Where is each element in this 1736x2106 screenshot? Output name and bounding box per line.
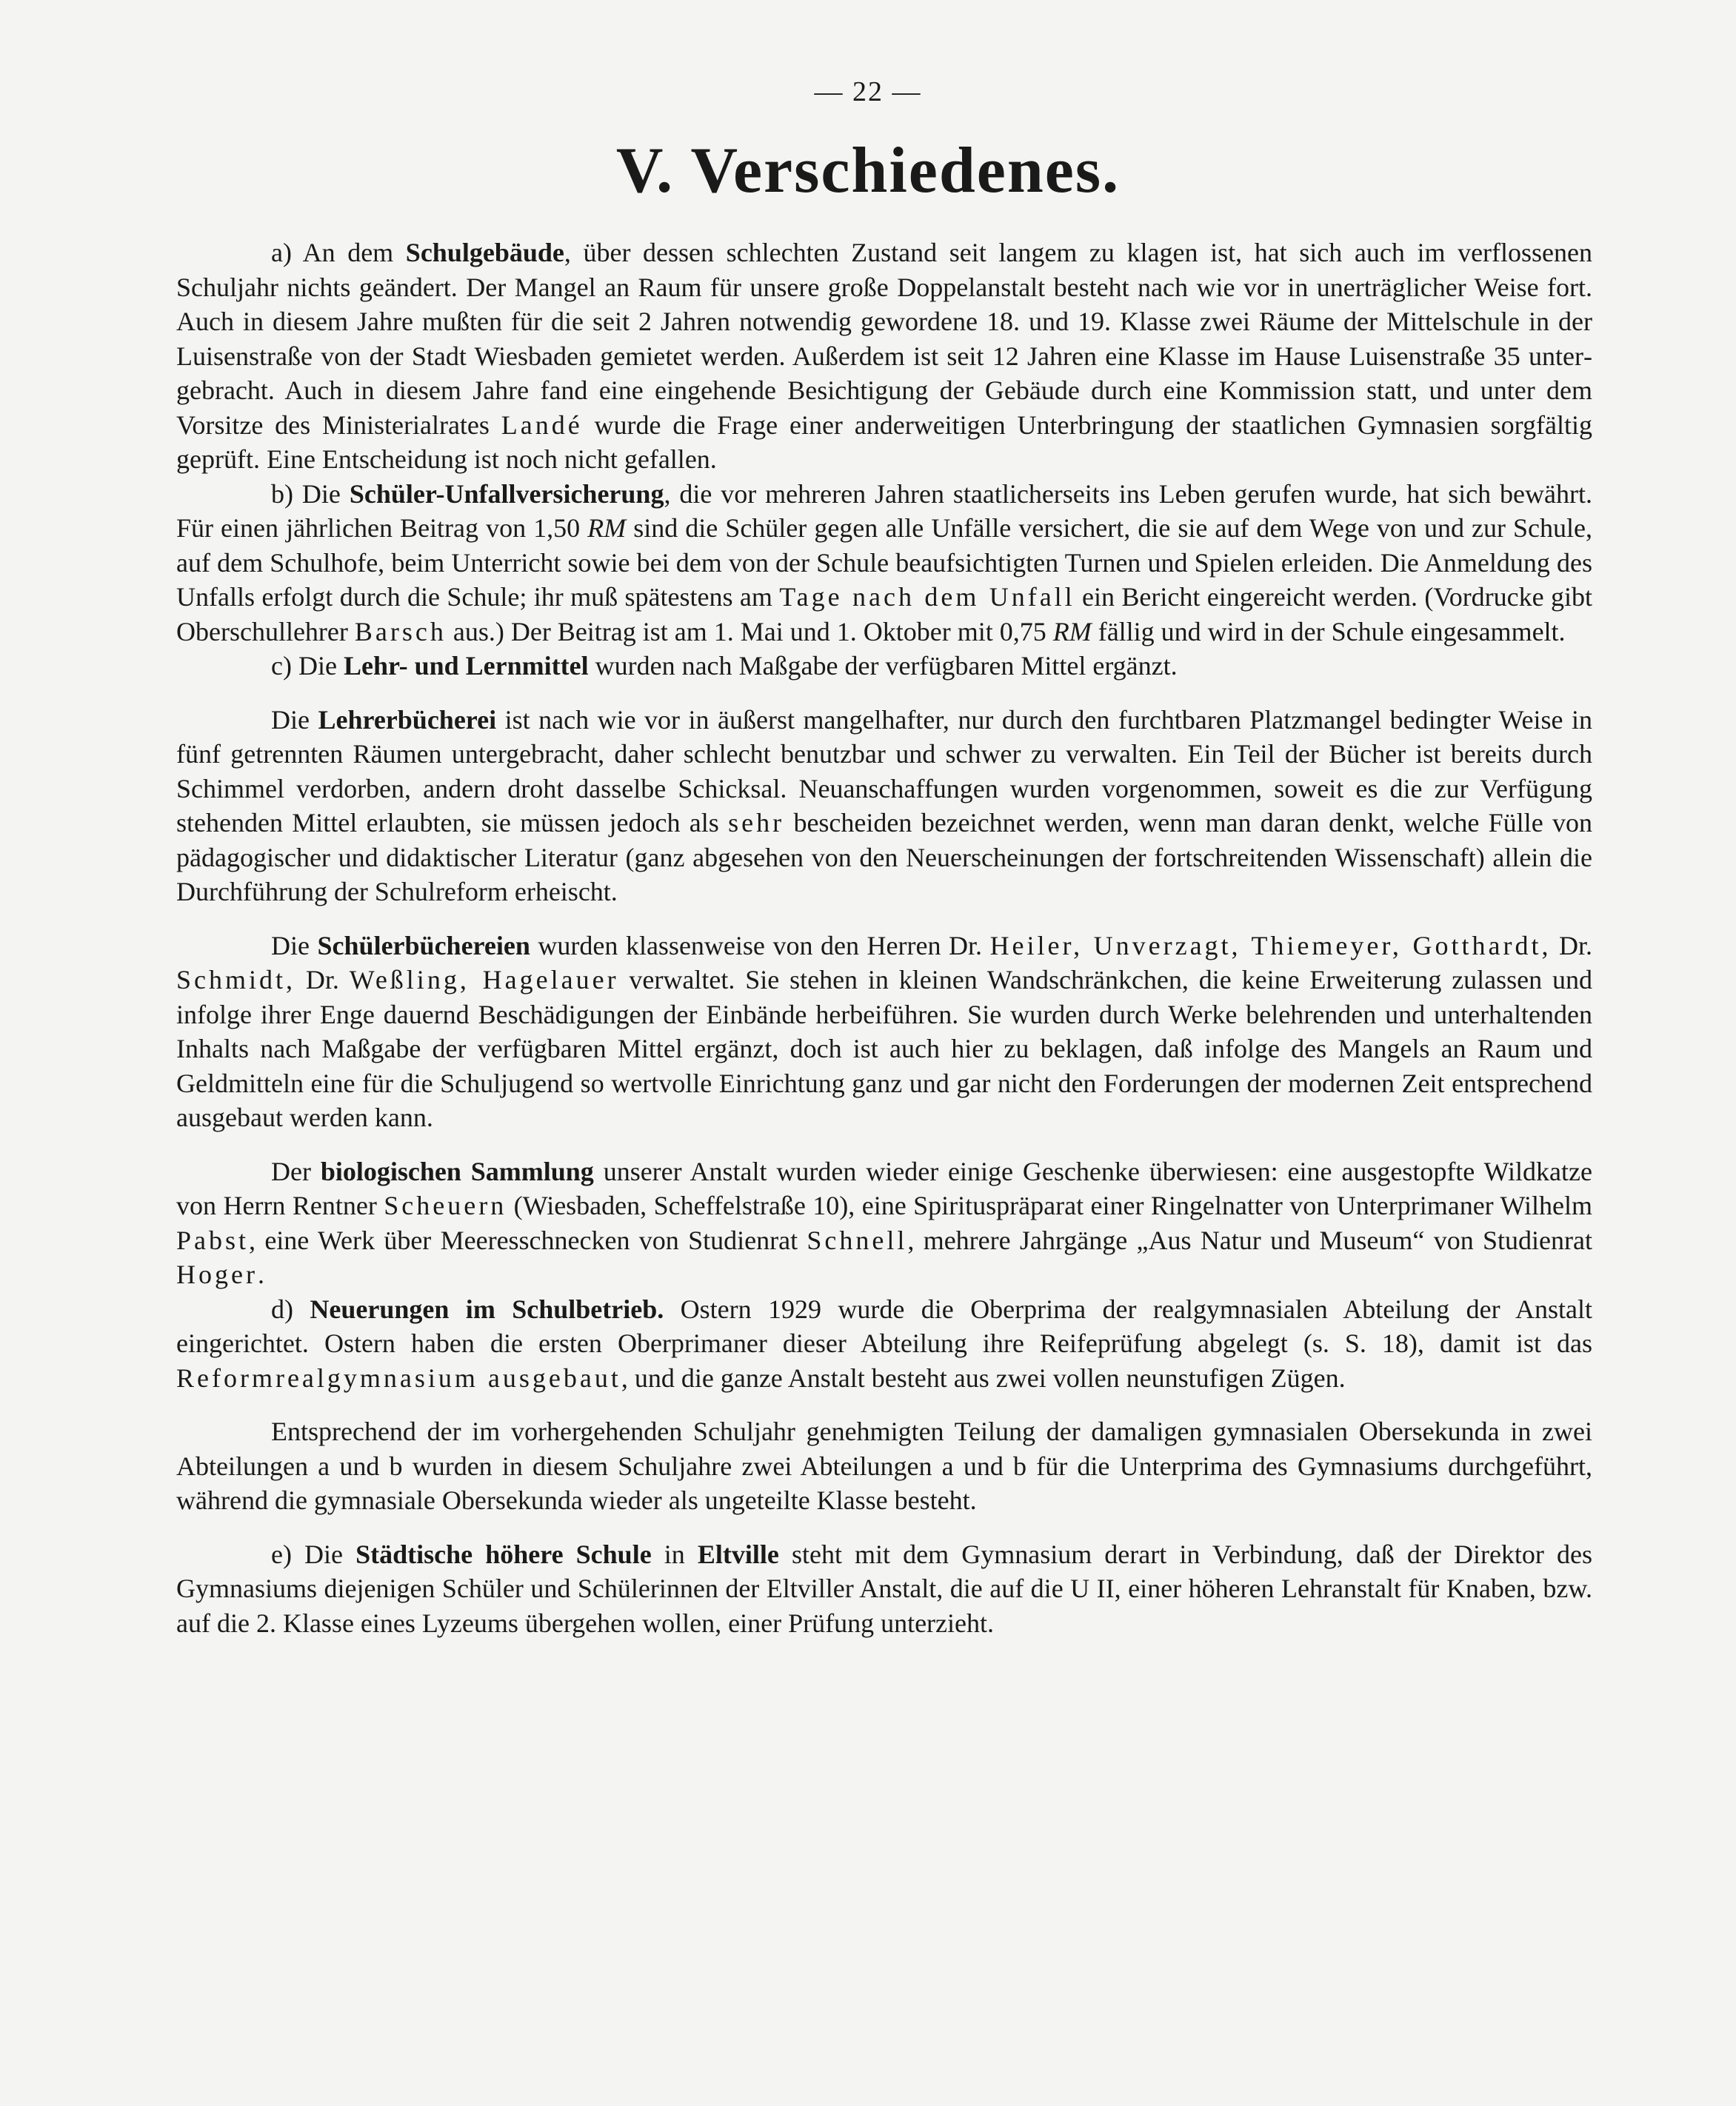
body-text: , und die ganze Anstalt besteht aus zwei vollen neunstufigen Zügen. (621, 1363, 1346, 1393)
body-text: , eine Werk über Meeresschnecken von Studienrat (249, 1225, 807, 1255)
paragraph-d2 (176, 1414, 1592, 1518)
emphasis-text: Barsch (354, 616, 447, 646)
body-text: , die vor mehreren Jahren staatlicherseits ins Leben gerufen wurde, hat sich bewährt. Für einen jährlichen Beitrag von 1,50 (176, 478, 1592, 543)
emphasis-text: biologischen Sammlung (320, 1156, 594, 1186)
emphasis-text: Schnell (807, 1225, 908, 1255)
emphasis-text: sehr (728, 808, 785, 838)
emphasis-text: RM (1052, 616, 1092, 646)
paragraph-e (176, 1537, 1592, 1641)
paragraph-b (176, 477, 1592, 649)
body-text: Dr. (296, 965, 350, 994)
document-body (176, 235, 1592, 1640)
body-text: d) (271, 1294, 310, 1324)
body-text: sind die Schüler gegen alle Unfälle versichert, die sie auf dem Wege von und zur Schule, auf dem Schulhofe, beim Unterricht sowie bei dem von der Schule beaufsichtigten Turnen und Spielen erleiden. Die Anmeldung des Unfalls erfolgt durch die Schule; ihr muß spätestens am (176, 513, 1592, 612)
paragraph-c (176, 649, 1592, 683)
body-text: fällig und wird in der Schule eingesammelt. (1091, 616, 1566, 646)
emphasis-text: Schüler-Unfallversicherung (349, 478, 664, 509)
emphasis-text: Eltville (697, 1539, 779, 1569)
body-text: wurde die Frage einer anderweitigen Unterbringung der staatlichen Gymnasien sorgfältig geprüft. Eine Entscheidung ist noch nicht gefallen. (176, 410, 1592, 474)
body-text: a) An dem (271, 238, 406, 267)
paragraph-a (176, 235, 1592, 477)
emphasis-text: Schulgebäude (405, 238, 564, 267)
body-text: , mehrere Jahrgänge „Aus Natur und Museum“ von Studienrat (907, 1225, 1592, 1255)
paragraph-c4 (176, 1154, 1592, 1292)
emphasis-text: Landé (501, 410, 583, 440)
body-text: Die (271, 704, 318, 735)
emphasis-text: Tage nach dem Unfall (779, 582, 1075, 612)
body-text: wurden klassenweise von den Herren Dr. (530, 930, 990, 960)
body-text: . (257, 1260, 264, 1289)
emphasis-text: Neuerungen im Schulbetrieb. (310, 1294, 664, 1324)
body-text: b) Die (271, 478, 350, 509)
body-text: (Wiesbaden, Scheffelstraße 10), eine Spirituspräparat einer Ringelnatter von Unterprimaner Wilhelm (507, 1191, 1592, 1220)
body-text: in (651, 1539, 698, 1569)
emphasis-text: Lehr- und Lernmittel (343, 651, 589, 681)
body-text: e) Die (271, 1539, 356, 1569)
body-text: unserer Anstalt wurden wieder einige Geschenke überwiesen: eine ausgestopfte Wildkatze von Herrn Rentner (176, 1156, 1592, 1220)
emphasis-text: Reformrealgymnasium ausgebaut (176, 1363, 621, 1393)
emphasis-text: Weßling, Hagelauer (349, 965, 619, 994)
body-text: c) Die (271, 651, 344, 681)
body-text: ein Bericht eingereicht werden. (Vordrucke gibt Oberschullehrer (176, 582, 1593, 646)
body-text: wurden nach Maßgabe der verfügbaren Mittel ergänzt. (588, 651, 1178, 681)
emphasis-text: Scheuern (384, 1191, 507, 1220)
body-text: , über dessen schlechten Zustand seit langem zu klagen ist, hat sich auch im verflossenen Schuljahr nichts geändert. Der Mangel an Raum für unsere große Doppelanstalt besteht nach wie vor in unerträglicher Weise fort. Auch in diesem Jahre mußten für die seit 2 Jahren notwendig gewordene 18. und 19. Klasse zwei Räume der Mittelschule in der Luisenstraße von der Stadt Wiesbaden gemietet werden. Außerdem ist seit 12 Jahren eine Klasse im Hause Luisenstraße 35 untergebracht. Auch in diesem Jahre fand eine eingehende Besichtigung der Gebäude durch eine Kommission statt, und unter dem Vorsitze des Ministerialrates (176, 238, 1593, 440)
paragraph-c3 (176, 929, 1592, 1135)
body-text: ist nach wie vor in äußerst mangelhafter, nur durch den furchtbaren Platzmangel bedingter Weise in fünf getrennten Räumen untergebracht, daher schlecht benutzbar und schwer zu verwalten. Ein Teil der Bücher ist bereits durch Schimmel verdorben, andern droht dasselbe Schicksal. Neuanschaffungen wurden vorgenommen, soweit es die zur Verfügung stehenden Mittel erlaubten, sie müssen jedoch als (176, 704, 1593, 838)
body-text: bescheiden bezeichnet werden, wenn man daran denkt, welche Fülle von pädagogischer und didaktischer Literatur (ganz abgesehen von den Neuerscheinungen der fortschreitenden Wissenschaft) allein die Durchführung der Schulreform erheischt. (176, 808, 1592, 906)
body-text: Dr. (1551, 930, 1593, 960)
emphasis-text: Pabst (176, 1225, 250, 1255)
emphasis-text: Städtische höhere Schule (355, 1539, 652, 1569)
emphasis-text: Schülerbüchereien (317, 930, 530, 960)
body-text: aus.) Der Beitrag ist am 1. Mai und 1. Oktober mit 0,75 (446, 616, 1053, 646)
emphasis-text: Lehrerbücherei (318, 704, 497, 735)
paragraph-c2 (176, 703, 1592, 909)
body-text: verwaltet. Sie stehen in kleinen Wandschränkchen, die keine Erweiterung zulassen und infolge ihrer Enge dauernd Beschädigungen der Einbände herbeiführen. Sie wurden durch Werke belehrenden und unterhaltenden Inhalts nach Maßgabe der verfügbaren Mittel ergänzt, doch ist auch hier zu beklagen, daß infolge des Mangels an Raum und Geldmitteln eine für die Schuljugend so wertvolle Einrichtung ganz und gar nicht den Forderungen der modernen Zeit entsprechend ausgebaut werden kann. (176, 965, 1593, 1132)
body-text: Die (271, 930, 318, 960)
paragraph-d (176, 1292, 1592, 1396)
body-text: Der (271, 1156, 321, 1186)
section-title: V. Verschiedenes. (615, 135, 1121, 207)
emphasis-text: Hoger (176, 1260, 258, 1289)
body-text: Entsprechend der im vorhergehenden Schuljahr genehmigten Teilung der damaligen gymnasialen Obersekunda in zwei Abteilungen a und b wurden in diesem Schuljahre zwei Abteilungen a und b für die Unterprima des Gymnasiums durchgeführt, während die gymnasiale Obersekunda wieder als ungeteilte Klasse besteht. (176, 1417, 1592, 1515)
emphasis-text: RM (587, 513, 627, 543)
body-text: Ostern 1929 wurde die Oberprima der realgymnasialen Abteilung der Anstalt eingerichtet. Ostern haben die ersten Oberprimaner dieser Abteilung ihre Reifeprüfung abgelegt (s. S. 18), damit ist das (176, 1294, 1592, 1358)
body-text: steht mit dem Gymnasium derart in Verbindung, daß der Direktor des Gymnasiums diejenigen Schüler und Schülerinnen der Eltviller Anstalt, die auf die U II, einer höheren Lehranstalt für Knaben, bzw. auf die 2. Klasse eines Lyzeums übergehen wollen, einer Prüfung unterzieht. (176, 1539, 1592, 1638)
emphasis-text: Heiler, Unverzagt, Thiemeyer, Gotthardt, (989, 930, 1552, 960)
emphasis-text: Schmidt, (176, 965, 296, 994)
page-number: — 22 — (814, 76, 922, 107)
